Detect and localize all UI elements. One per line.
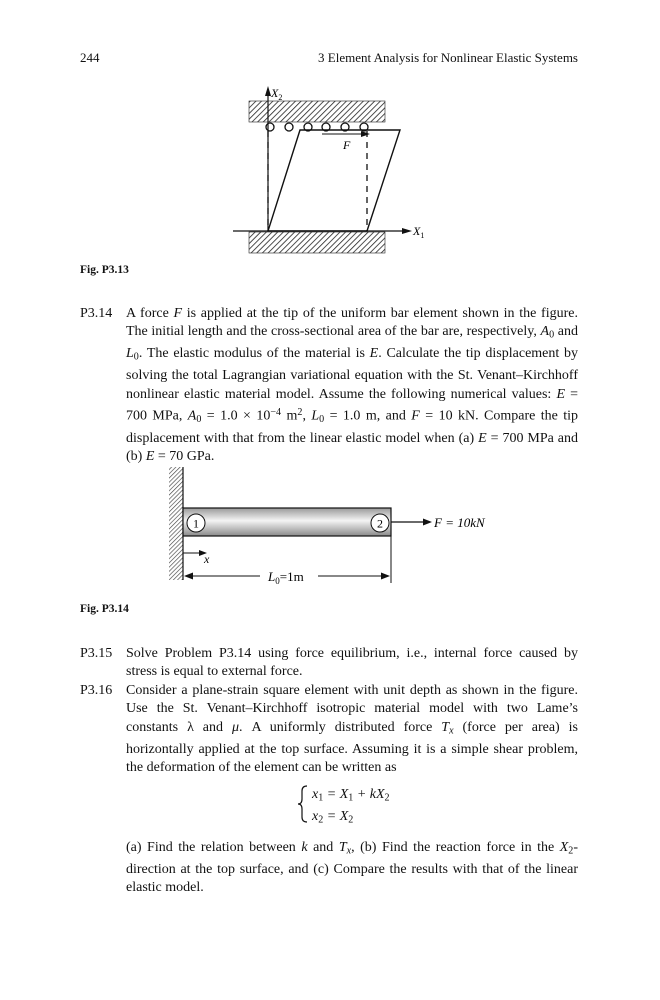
figure-p3-14 <box>0 460 660 600</box>
fixed-wall <box>169 467 183 580</box>
problem-text: (a) Find the relation between k and $T_x$, (b) Find the reaction force in the $X_2$-direction at the top surface, and (c) Compare the results with that of the linear elastic model. <box>126 840 579 896</box>
problem-p3-15 <box>80 645 578 682</box>
figure-caption-p3-14: Fig. P3.14 <box>80 603 129 615</box>
top-support-hatch <box>249 101 385 122</box>
node-1-label: 1 <box>193 516 199 531</box>
problem-number: P3.14 <box>80 306 113 321</box>
equation-line-1: $x_1 = X_1 + kX_2$ <box>312 787 390 804</box>
problem-p3-16-questions <box>80 839 578 898</box>
equation-line-2: $x_2 = X_2$ <box>312 808 354 826</box>
figure-caption-p3-13: Fig. P3.13 <box>80 264 129 276</box>
page-number: 244 <box>80 50 100 65</box>
figure-p3-13 <box>0 0 660 270</box>
x1-label: $X_1$ <box>413 224 425 240</box>
x-axis-label: x <box>204 552 210 566</box>
problem-number: P3.16 <box>80 683 113 698</box>
x2-label: $X_2$ <box>271 86 283 102</box>
length-label: $L_0=1m$ <box>268 569 304 586</box>
tip-force-label: F = 10kN <box>434 515 485 530</box>
problem-p3-16 <box>80 682 578 778</box>
deformed-element <box>268 130 400 231</box>
equation <box>312 786 390 829</box>
equation-brace <box>296 784 310 824</box>
problem-text: Solve Problem P3.14 using force equilibrium, i.e., internal force caused by stress is equal to external force. <box>126 646 578 680</box>
bar-element <box>183 508 391 536</box>
x1-arrowhead <box>402 228 412 234</box>
force-label-f: F <box>343 138 351 152</box>
bottom-support-hatch <box>249 232 385 253</box>
problem-p3-14 <box>80 305 578 466</box>
running-title: 3 Element Analysis for Nonlinear Elastic Systems <box>318 50 578 65</box>
node-2-label: 2 <box>377 516 383 531</box>
problem-number: P3.15 <box>80 646 113 661</box>
problem-text: A force F is applied at the tip of the uniform bar element shown in the figure. The initial length and the cross-sectional area of the bar are, respectively, $A_0$ and $L_0$. The elastic modulus of the material is E. Calculate the tip displacement by solving the total Lagrangian variational equation with the St. Venant–Kirchhoff nonlinear elastic material model. Assume the following numerical values: E = 700 MPa, $A_0 = 1.0 \times 10^{-4}$ $m^2$, $L_0 = 1.0$ m, and F = 10 kN. Compare the tip displacement with that from the linear elastic model when (a) E = 700 MPa and (b) E = 70 GPa. <box>126 306 579 464</box>
problem-text: Consider a plane-strain square element with unit depth as shown in the figure. Use the St. Venant–Kirchhoff isotropic material model with two Lame’s constants λ and μ. A uniformly distributed force $T_x$ (force per area) is horizontally applied at the top surface. Assuming it is a simple shear problem, the deformation of the element can be written as <box>126 683 578 776</box>
